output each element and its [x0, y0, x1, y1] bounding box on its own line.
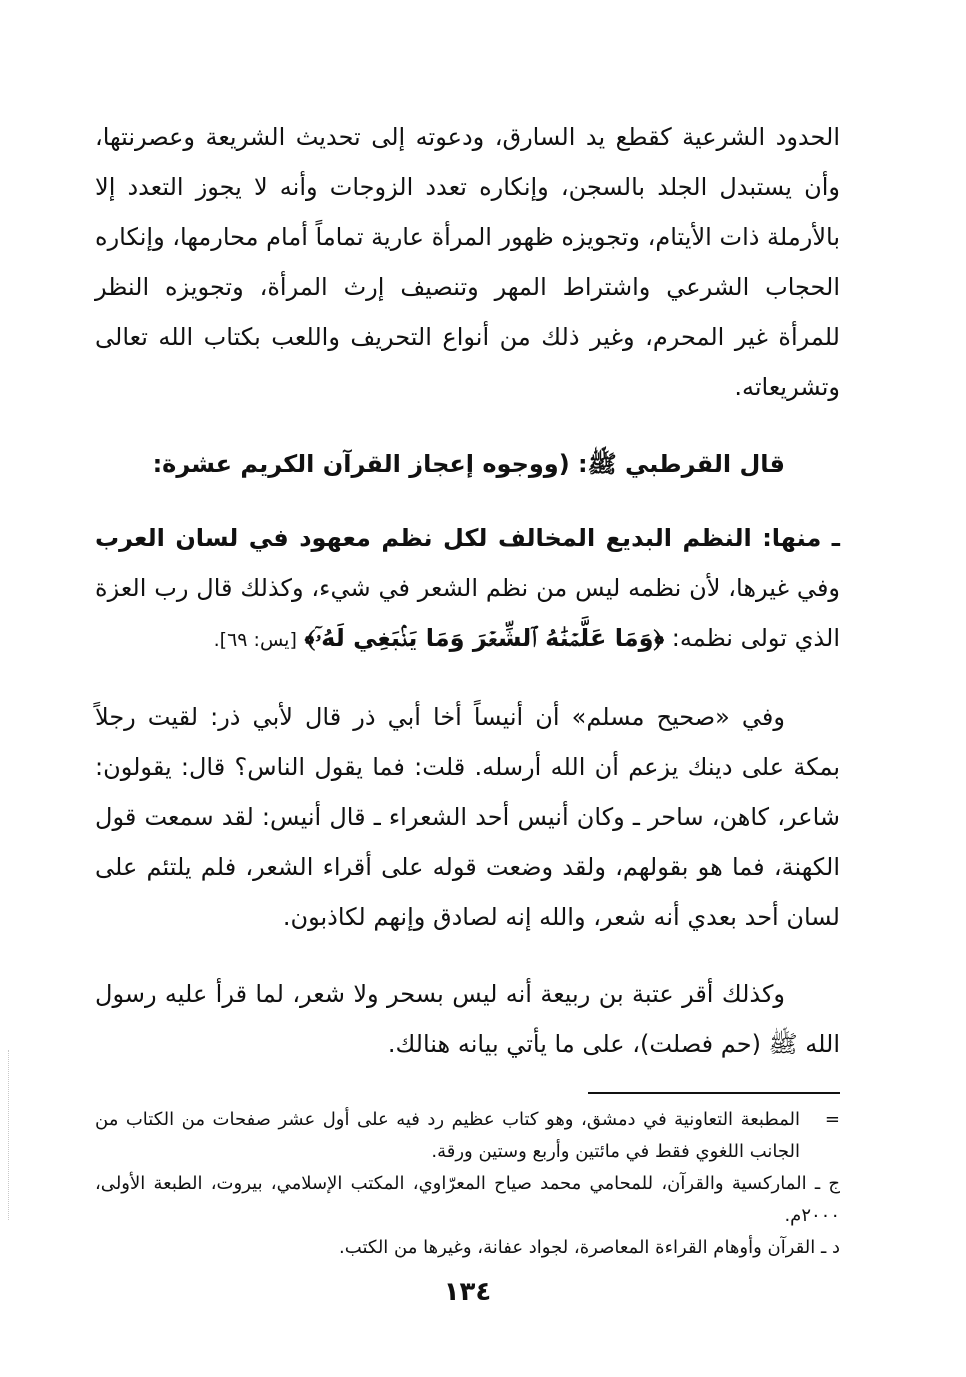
main-text: [95, 112, 840, 1069]
scan-edge-marks: [8, 1050, 23, 1220]
footnote-2: ج ـ الماركسية والقرآن، للمحامي محمد صياح المعرّاوي، المكتب الإسلامي، بيروت، الطبعة الأولى، ٢٠٠٠م.: [95, 1173, 840, 1226]
footnote-separator: [588, 1092, 840, 1094]
verse-reference: [يس: ٦٩].: [213, 629, 297, 651]
paragraph-2-lead: ـ منها: النظم البديع المخالف لكل نظم معهود في لسان العرب: [95, 524, 840, 552]
paragraph-3: [95, 692, 840, 942]
footnote-1-text: المطبعة التعاونية في دمشق، وهو كتاب عظيم رد فيه على أول عشر صفحات من الكتاب من الجانب اللغوي فقط في مائتين وأربع وستين ورقة.: [95, 1109, 800, 1162]
paragraph-3-text: وفي «صحيح مسلم» أن أنيساً أخا أبي ذر قال لأبي ذر: لقيت رجلاً بمكة على دينك يزعم أن الله أرسله. قلت: فما يقول الناس؟ قال: يقولون: شاعر، كاهن، ساحر ـ وكان أنيس أحد الشعراء ـ قال أنيس: لقد سمعت قول الكهنة، فما هو بقولهم، ولقد وضعت قوله على أقراء الشعر، فلم يلتئم على لسان أحد بعدي أنه شعر، والله إنه لصادق وإنهم لكاذبون.: [95, 703, 840, 931]
paragraph-4-text: وكذلك أقر عتبة بن ربيعة أنه ليس بسحر ولا شعر، لما قرأ عليه رسول الله ﷺ (حم فصلت)، على ما يأتي بيانه هنالك.: [95, 980, 840, 1058]
quran-verse: ﴿وَمَا عَلَّمۡنَٰهُ ٱلشِّعۡرَ وَمَا يَنۢبَغِي لَهُۥٓ﴾: [304, 624, 665, 652]
footnote-1: [95, 1104, 840, 1168]
quote-heading: قال القرطبي ﷺ: (ووجوه إعجاز القرآن الكريم عشرة:: [152, 450, 785, 478]
paragraph-2-text: وفي غيرها، لأن نظمه ليس من نظم الشعر في شيء، وكذلك قال رب العزة الذي تولى نظمه:: [95, 574, 840, 652]
footnote-continuation-mark: =: [824, 1109, 840, 1130]
footnote-3: د ـ القرآن وأوهام القراءة المعاصرة، لجواد عفانة، وغيرها من الكتب.: [339, 1237, 840, 1258]
paragraph-4: [95, 969, 840, 1069]
paragraph-1: الحدود الشرعية كقطع يد السارق، ودعوته إلى تحديث الشريعة وعصرنتها، وأن يستبدل الجلد بالسجن، وإنكاره تعدد الزوجات وأنه لا يجوز التعدد إلا بالأرملة ذات الأيتام، وتجويزه ظهور المرأة عارية تماماً أمام محارمها، وإنكاره الحجاب الشرعي واشتراط المهر وتنصيف إرث المرأة، وتجويزه النظر للمرأة غير المحرم، وغير ذلك من أنواع التحريف واللعب بكتاب الله تعالى وتشريعاته.: [95, 123, 840, 401]
paragraph-2: [95, 513, 840, 665]
footnotes: [95, 1104, 840, 1264]
book-page: [95, 112, 840, 1312]
page-number: ١٣٤: [443, 1277, 492, 1307]
